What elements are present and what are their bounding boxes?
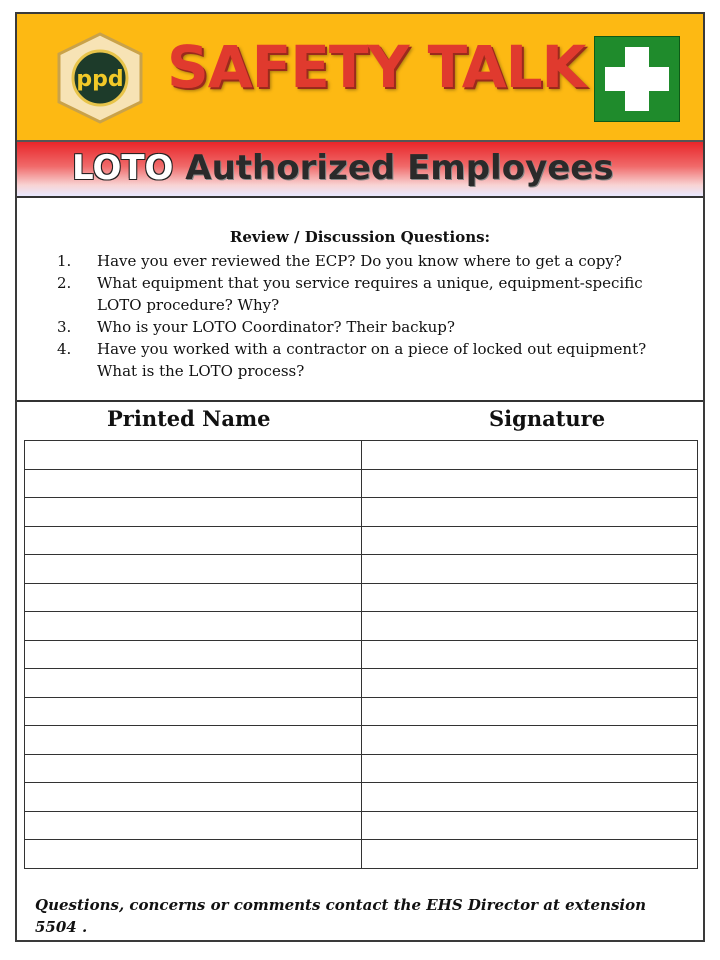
signature-cell[interactable] — [361, 754, 698, 783]
printed-name-cell[interactable] — [25, 498, 362, 527]
table-row — [25, 640, 698, 669]
review-section — [17, 198, 703, 402]
signature-cell[interactable] — [361, 555, 698, 584]
logo-text: ppd — [76, 67, 124, 92]
table-row — [25, 669, 698, 698]
table-row — [25, 840, 698, 869]
printed-name-cell[interactable] — [25, 811, 362, 840]
table-row — [25, 526, 698, 555]
signature-cell[interactable] — [361, 526, 698, 555]
table-row — [25, 783, 698, 812]
safety-talk-sheet — [15, 12, 705, 942]
question-item: 3. Who is your LOTO Coordinator? Their backup? — [57, 318, 455, 336]
table-row — [25, 697, 698, 726]
topic-title — [72, 148, 614, 188]
header — [17, 14, 703, 142]
printed-name-cell[interactable] — [25, 754, 362, 783]
signature-cell[interactable] — [361, 669, 698, 698]
contact-note: Questions, concerns or comments contact the EHS Director at extension 5504 . — [35, 896, 647, 936]
table-row — [25, 754, 698, 783]
signature-cell[interactable] — [361, 726, 698, 755]
review-title: Review / Discussion Questions: — [229, 228, 491, 246]
signature-header: Signature — [489, 406, 606, 431]
topic-banner — [17, 142, 703, 198]
table-row — [25, 811, 698, 840]
signature-cell[interactable] — [361, 612, 698, 641]
table-row — [25, 583, 698, 612]
printed-name-header: Printed Name — [107, 406, 271, 431]
signin-table — [24, 440, 698, 869]
signature-cell[interactable] — [361, 640, 698, 669]
question-list — [57, 250, 677, 382]
signature-cell[interactable] — [361, 583, 698, 612]
printed-name-cell[interactable] — [25, 469, 362, 498]
printed-name-cell[interactable] — [25, 783, 362, 812]
table-row — [25, 498, 698, 527]
table-row — [25, 469, 698, 498]
ppd-logo — [55, 32, 145, 124]
topic-highlight: LOTO — [72, 148, 174, 188]
topic-rest: Authorized Employees — [173, 148, 614, 188]
signature-cell[interactable] — [361, 469, 698, 498]
signature-cell[interactable] — [361, 441, 698, 470]
signature-cell[interactable] — [361, 811, 698, 840]
question-item: 2. What equipment that you service requires a unique, equipment-specific LOTO procedure? Why? — [57, 274, 643, 314]
printed-name-cell[interactable] — [25, 441, 362, 470]
page-title: SAFETY TALK — [167, 33, 586, 101]
printed-name-cell[interactable] — [25, 726, 362, 755]
printed-name-cell[interactable] — [25, 840, 362, 869]
signature-cell[interactable] — [361, 840, 698, 869]
question-item: 4. Have you worked with a contractor on a piece of locked out equipment? What is the LOTO process? — [57, 340, 647, 380]
signature-cell[interactable] — [361, 498, 698, 527]
signature-cell[interactable] — [361, 697, 698, 726]
question-item: 1. Have you ever reviewed the ECP? Do you know where to get a copy? — [57, 252, 622, 270]
first-aid-cross-icon — [594, 36, 680, 122]
printed-name-cell[interactable] — [25, 555, 362, 584]
printed-name-cell[interactable] — [25, 697, 362, 726]
printed-name-cell[interactable] — [25, 583, 362, 612]
table-row — [25, 726, 698, 755]
table-row — [25, 441, 698, 470]
table-row — [25, 555, 698, 584]
printed-name-cell[interactable] — [25, 526, 362, 555]
signature-cell[interactable] — [361, 783, 698, 812]
printed-name-cell[interactable] — [25, 612, 362, 641]
printed-name-cell[interactable] — [25, 669, 362, 698]
printed-name-cell[interactable] — [25, 640, 362, 669]
table-row — [25, 612, 698, 641]
